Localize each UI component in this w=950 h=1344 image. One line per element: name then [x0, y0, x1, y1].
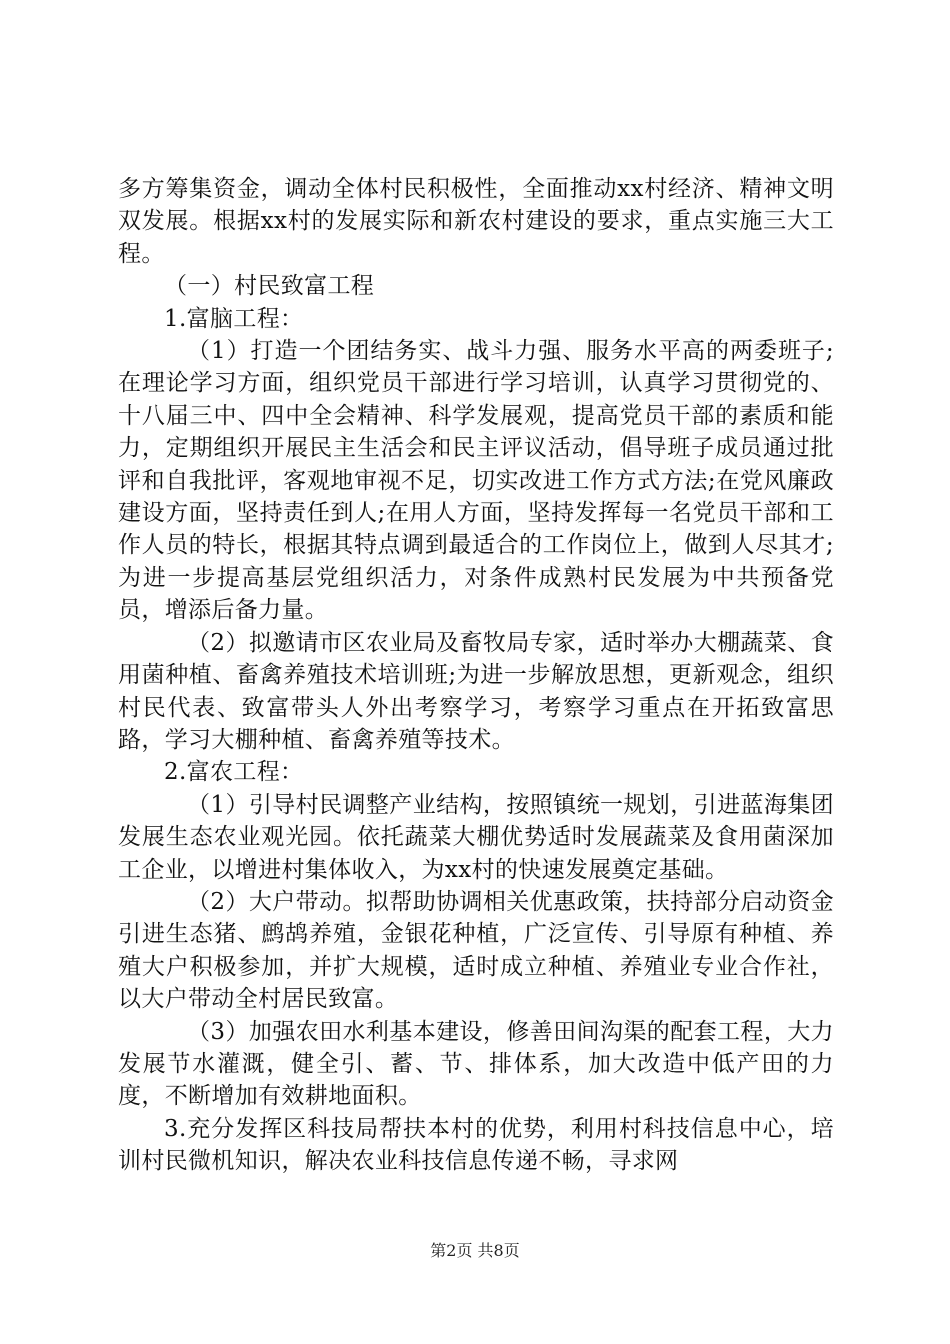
paragraph-farmer-item-2: （2）大户带动。拟帮助协调相关优惠政策，扶持部分启动资金引进生态猪、鹧鸪养殖，金银花种植，广泛宣传、引导原有种植、养殖大户积极参加，并扩大规模，适时成立种植、养殖业专业合作社，以大户带动全村居民致富。 — [118, 888, 834, 1013]
paragraph-brain-item-1: （1）打造一个团结务实、战斗力强、服务水平高的两委班子;在理论学习方面，组织党员干部进行学习培训，认真学习贯彻党的、十八届三中、四中全会精神、科学发展观，提高党员干部的素质和能力，定期组织开展民主生活会和民主评议活动，倡导班子成员通过批评和自我批评，客观地审视不足，切实改进工作方式方法;在党风廉政建设方面，坚持责任到人;在用人方面，坚持发挥每一名党员干部和工作人员的特长，根据其特点调到最适合的工作岗位上，做到人尽其才;为进一步提高基层党组织活力，对条件成熟村民发展为中共预备党员，增添后备力量。 — [118, 338, 834, 624]
paragraph-intro: 多方筹集资金，调动全体村民积极性，全面推动xx村经济、精神文明双发展。根据xx村的发展实际和新农村建设的要求，重点实施三大工程。 — [118, 176, 834, 267]
paragraph-tech-item-3: 3.充分发挥区科技局帮扶本村的优势，利用村科技信息中心，培训村民微机知识，解决农业科技信息传递不畅，寻求网 — [118, 1115, 834, 1175]
heading-villager-wealth-project: （一）村民致富工程 — [164, 273, 375, 300]
page-number-label: 第2页 共8页 — [430, 1241, 520, 1260]
paragraph-farmer-item-1: （1）引导村民调整产业结构，按照镇统一规划，引进蓝海集团发展生态农业观光园。依托蔬菜大棚优势适时发展蔬菜及食用菌深加工企业，以增进村集体收入，为xx村的快速发展奠定基础。 — [118, 791, 834, 883]
document-body — [118, 173, 834, 1178]
paragraph-farmer-item-3: （3）加强农田水利基本建设，修善田间沟渠的配套工程，大力发展节水灌溉，健全引、蓄、节、排体系，加大改造中低产田的力度，不断增加有效耕地面积。 — [118, 1018, 834, 1110]
page-footer — [0, 1238, 950, 1261]
heading-farmer-project: 2.富农工程： — [164, 759, 304, 786]
paragraph-brain-item-2: （2）拟邀请市区农业局及畜牧局专家，适时举办大棚蔬菜、食用菌种植、畜禽养殖技术培训班;为进一步解放思想，更新观念，组织村民代表、致富带头人外出考察学习，考察学习重点在开拓致富思路，学习大棚种植、畜禽养殖等技术。 — [118, 629, 834, 753]
heading-brain-project: 1.富脑工程： — [164, 305, 304, 332]
